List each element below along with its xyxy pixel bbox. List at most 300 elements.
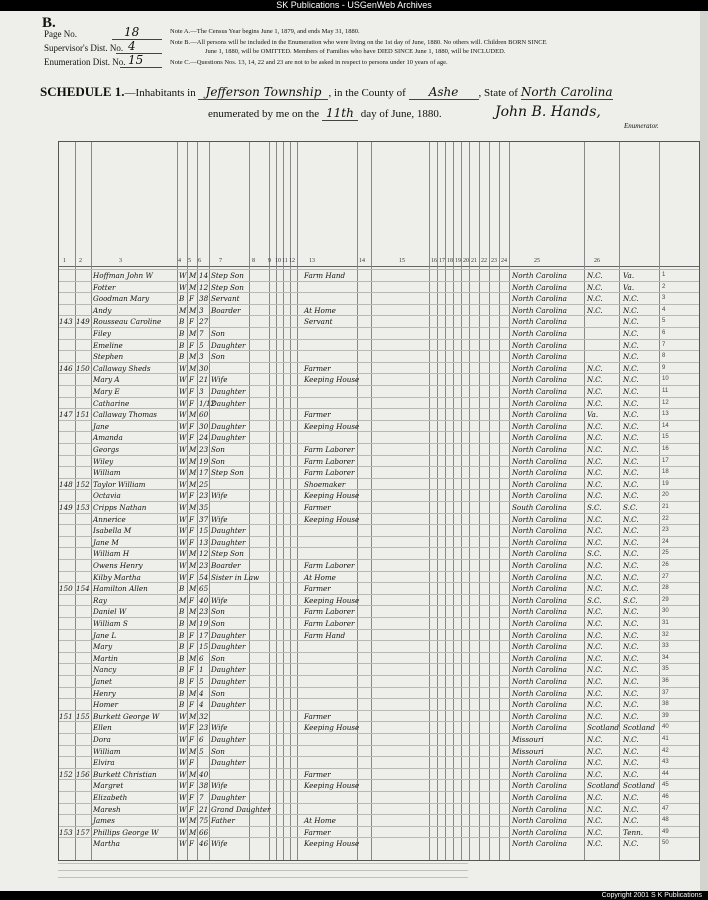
line-number: 14 <box>662 422 669 429</box>
sex: F <box>189 433 194 443</box>
birthplace: North Carolina <box>512 700 567 710</box>
occupation: Farmer <box>304 503 331 512</box>
relationship: Daughter <box>211 665 246 675</box>
sex: M <box>189 619 197 628</box>
mother-birthplace: N.C. <box>623 340 639 350</box>
mother-birthplace: N.C. <box>623 630 639 640</box>
age: 25 <box>199 479 209 489</box>
mother-birthplace: N.C. <box>623 735 639 744</box>
line-number: 22 <box>662 515 669 522</box>
mother-birthplace: N.C. <box>623 375 639 385</box>
note-b-cont: June 1, 1880, will be OMITTED. Members of Families who have DIED SINCE June 1, 1880, will be INCLUDED. <box>205 48 506 55</box>
relationship: Son <box>211 746 225 756</box>
relationship: Son <box>211 445 225 454</box>
age: 23 <box>199 445 209 454</box>
father-birthplace: S.C. <box>587 503 602 512</box>
sex: F <box>189 630 194 640</box>
adjacent-page-edge <box>700 11 708 891</box>
father-birthplace: N.C. <box>587 584 603 594</box>
sex: F <box>189 387 194 396</box>
person-name: Elvira <box>93 758 115 768</box>
line-number: 42 <box>662 747 669 754</box>
age: 23 <box>199 491 209 501</box>
county-value: Ashe <box>409 85 479 100</box>
line-number: 4 <box>662 306 666 313</box>
color: W <box>179 503 187 512</box>
birthplace: North Carolina <box>512 363 567 373</box>
father-birthplace: N.C. <box>587 677 603 686</box>
mother-birthplace: N.C. <box>623 642 639 652</box>
color: W <box>179 363 187 373</box>
age: 75 <box>199 816 209 826</box>
father-birthplace: N.C. <box>587 387 603 396</box>
birthplace: North Carolina <box>512 491 567 501</box>
person-name: James <box>93 816 115 826</box>
sex: M <box>189 410 197 420</box>
sex: M <box>189 456 197 466</box>
column-number: 20 <box>463 258 469 264</box>
birthplace: North Carolina <box>512 317 567 327</box>
person-name: Maresh <box>93 804 121 814</box>
sex: M <box>189 503 197 512</box>
birthplace: North Carolina <box>512 584 567 594</box>
father-birthplace: Scotland <box>587 781 619 791</box>
dwelling-number: 149 <box>59 503 73 512</box>
column-number: 23 <box>491 258 497 264</box>
schedule-line <box>40 84 613 100</box>
birthplace: North Carolina <box>512 352 567 362</box>
father-birthplace: Scotland <box>587 723 619 733</box>
color: M <box>179 595 187 605</box>
color: B <box>179 688 185 698</box>
line-number: 25 <box>662 550 669 557</box>
birthplace: North Carolina <box>512 526 567 536</box>
color: W <box>179 282 187 292</box>
father-birthplace: N.C. <box>587 572 603 582</box>
line-number: 33 <box>662 643 669 650</box>
sex: F <box>189 491 194 501</box>
line-number: 8 <box>662 353 666 360</box>
relationship: Wife <box>211 723 228 733</box>
color: W <box>179 561 187 570</box>
birthplace: North Carolina <box>512 375 567 385</box>
relationship: Daughter <box>211 537 246 547</box>
color: W <box>179 758 187 768</box>
mother-birthplace: N.C. <box>623 793 639 802</box>
sex: F <box>189 421 194 431</box>
column-number: 5 <box>188 258 191 264</box>
relationship: Wife <box>211 375 228 385</box>
mother-birthplace: N.C. <box>623 758 639 768</box>
sex: F <box>189 642 194 652</box>
color: W <box>179 526 187 536</box>
sex: M <box>189 468 197 478</box>
sex: F <box>189 700 194 710</box>
color: W <box>179 421 187 431</box>
father-birthplace: N.C. <box>587 607 603 617</box>
sex: F <box>189 526 194 536</box>
occupation: Farmer <box>304 363 331 373</box>
sex: F <box>189 804 194 814</box>
age: 12 <box>199 549 209 559</box>
person-name: Callaway Thomas <box>93 410 157 420</box>
color: W <box>179 839 187 849</box>
occupation: Keeping House <box>304 839 360 849</box>
occupation: Farm Laborer <box>304 607 355 617</box>
birthplace: North Carolina <box>512 781 567 791</box>
person-name: Henry <box>93 688 116 698</box>
dwelling-number: 147 <box>59 410 73 420</box>
color: B <box>179 619 185 628</box>
person-name: Nancy <box>93 665 117 675</box>
birthplace: North Carolina <box>512 537 567 547</box>
sex: F <box>189 595 194 605</box>
sex: M <box>189 561 197 570</box>
line-number: 6 <box>662 330 666 336</box>
dwelling-number: 148 <box>59 479 73 489</box>
column-number: 21 <box>471 258 477 264</box>
color: W <box>179 746 187 756</box>
birthplace: North Carolina <box>512 642 567 652</box>
sex: M <box>189 711 197 721</box>
mother-birthplace: N.C. <box>623 456 639 466</box>
column-number: 26 <box>594 258 600 264</box>
father-birthplace: N.C. <box>587 421 603 431</box>
person-name: Owens Henry <box>93 561 143 570</box>
person-name: Mary A <box>93 375 120 385</box>
father-birthplace: N.C. <box>587 514 603 524</box>
mother-birthplace: N.C. <box>623 352 639 362</box>
relationship: Father <box>211 816 235 826</box>
note-a: Note A.—The Census Year begins June 1, 1879, and ends May 31, 1880. <box>170 28 360 35</box>
age: 14 <box>199 271 209 280</box>
sex: M <box>189 653 197 663</box>
birthplace: North Carolina <box>512 816 567 826</box>
sex: F <box>189 735 194 744</box>
birthplace: North Carolina <box>512 549 567 559</box>
father-birthplace: N.C. <box>587 804 603 814</box>
relationship: Daughter <box>211 642 246 652</box>
age: 30 <box>199 421 209 431</box>
person-name: Fotter <box>93 282 116 292</box>
birthplace: North Carolina <box>512 468 567 478</box>
relationship: Boarder <box>211 305 241 315</box>
father-birthplace: N.C. <box>587 445 603 454</box>
schedule-label: SCHEDULE 1. <box>40 84 125 99</box>
occupation: Farm Laborer <box>304 468 355 478</box>
mother-birthplace: N.C. <box>623 387 639 396</box>
color: W <box>179 816 187 826</box>
age: 7 <box>199 793 204 802</box>
person-name: Dora <box>93 735 111 744</box>
birthplace: North Carolina <box>512 677 567 686</box>
relationship: Daughter <box>211 340 246 350</box>
relationship: Son <box>211 619 225 628</box>
father-birthplace: N.C. <box>587 491 603 501</box>
sex: M <box>189 445 197 454</box>
mother-birthplace: N.C. <box>623 549 639 559</box>
enumeration-dist-label: Enumeration Dist. No. <box>44 57 126 67</box>
sex: F <box>189 294 194 304</box>
page-letter: B. <box>42 15 56 31</box>
sex: M <box>189 282 197 292</box>
person-name: Burkett George W <box>93 711 160 721</box>
color: W <box>179 769 187 779</box>
father-birthplace: S.C. <box>587 595 602 605</box>
mother-birthplace: N.C. <box>623 804 639 814</box>
color: B <box>179 352 185 362</box>
color: W <box>179 375 187 385</box>
person-name: Martin <box>93 653 118 663</box>
father-birthplace: N.C. <box>587 561 603 570</box>
mother-birthplace: Scotland <box>623 781 655 791</box>
birthplace: North Carolina <box>512 329 567 338</box>
age: 4 <box>199 688 204 698</box>
sex: F <box>189 781 194 791</box>
age: 15 <box>199 526 209 536</box>
birthplace: North Carolina <box>512 688 567 698</box>
person-name: Hoffman John W <box>93 271 153 280</box>
page-no-value: 18 <box>124 25 140 39</box>
enumerator-signature: John B. Hands, <box>495 104 601 120</box>
state-value: North Carolina <box>520 85 613 99</box>
mother-birthplace: N.C. <box>623 711 639 721</box>
note-b: Note B.—All persons will be included in the Enumeration who were living on the 1st day of June, 1880. No others will. Children BORN SINCE <box>170 39 547 46</box>
note-c: Note C.—Questions Nos. 13, 14, 22 and 23 are not to be asked in respect to persons under 10 years of age. <box>170 59 448 66</box>
age: 24 <box>199 433 209 443</box>
age: 54 <box>199 572 209 582</box>
family-number: 150 <box>76 363 90 373</box>
sex: F <box>189 839 194 849</box>
occupation: Keeping House <box>304 375 360 385</box>
mother-birthplace: N.C. <box>623 769 639 779</box>
family-number: 153 <box>76 503 90 512</box>
column-number: 10 <box>275 258 281 264</box>
relationship: Wife <box>211 491 228 501</box>
person-name: William <box>93 468 121 478</box>
father-birthplace: N.C. <box>587 839 603 849</box>
line-number: 5 <box>662 318 666 325</box>
occupation: Farm Laborer <box>304 619 355 628</box>
color: B <box>179 584 185 594</box>
sex: M <box>189 549 197 559</box>
inhabitants-label: —Inhabitants in <box>124 87 196 99</box>
birthplace: North Carolina <box>512 340 567 350</box>
mother-birthplace: N.C. <box>623 537 639 547</box>
color: B <box>179 317 185 327</box>
census-table <box>58 141 700 861</box>
line-number: 18 <box>662 469 669 476</box>
township-value: Jefferson Township <box>198 85 328 100</box>
occupation: Farm Laborer <box>304 561 355 570</box>
age: 19 <box>199 456 209 466</box>
occupation: Farmer <box>304 410 331 420</box>
relationship: Grand Daughter <box>211 804 271 814</box>
birthplace: North Carolina <box>512 653 567 663</box>
line-number: 16 <box>662 446 669 452</box>
occupation: Keeping House <box>304 421 360 431</box>
mother-birthplace: N.C. <box>623 607 639 617</box>
line-number: 30 <box>662 608 669 615</box>
person-name: Janet <box>93 677 112 686</box>
person-name: Andy <box>93 305 112 315</box>
birthplace: North Carolina <box>512 711 567 721</box>
birthplace: North Carolina <box>512 619 567 628</box>
age: 6 <box>199 653 204 663</box>
sex: M <box>189 688 197 698</box>
father-birthplace: N.C. <box>587 468 603 478</box>
color: W <box>179 456 187 466</box>
relationship: Daughter <box>211 526 246 536</box>
birthplace: North Carolina <box>512 294 567 304</box>
person-name: Ellen <box>93 723 112 733</box>
family-number: 149 <box>76 317 90 327</box>
father-birthplace: N.C. <box>587 630 603 640</box>
relationship: Wife <box>211 514 228 524</box>
color: B <box>179 630 185 640</box>
person-name: Jane M <box>93 537 119 547</box>
color: W <box>179 491 187 501</box>
birthplace: North Carolina <box>512 572 567 582</box>
person-name: Filey <box>93 329 111 338</box>
person-name: Isabella M <box>93 526 132 536</box>
color: B <box>179 665 185 675</box>
person-name: Homer <box>93 700 119 710</box>
family-number: 152 <box>76 479 90 489</box>
sex: M <box>189 271 197 280</box>
color: W <box>179 479 187 489</box>
relationship: Wife <box>211 839 228 849</box>
dwelling-number: 143 <box>59 317 73 327</box>
birthplace: North Carolina <box>512 769 567 779</box>
person-name: Catharine <box>93 398 130 408</box>
father-birthplace: N.C. <box>587 769 603 779</box>
birthplace: North Carolina <box>512 305 567 315</box>
column-number: 22 <box>481 258 487 264</box>
person-name: Amanda <box>93 433 123 443</box>
column-number: 13 <box>309 258 315 264</box>
color: W <box>179 781 187 791</box>
birthplace: South Carolina <box>512 503 567 512</box>
father-birthplace: N.C. <box>587 746 603 756</box>
mother-birthplace: N.C. <box>623 619 639 628</box>
color: W <box>179 827 187 837</box>
mother-birthplace: N.C. <box>623 398 639 408</box>
age: 27 <box>199 317 209 327</box>
birthplace: North Carolina <box>512 514 567 524</box>
column-number: 24 <box>501 258 507 264</box>
mother-birthplace: N.C. <box>623 305 639 315</box>
line-number: 27 <box>662 573 669 580</box>
age: 1 <box>199 665 204 675</box>
occupation: Servant <box>304 317 333 327</box>
line-number: 36 <box>662 678 669 684</box>
sex: F <box>189 572 194 582</box>
column-number: 14 <box>359 258 365 264</box>
line-number: 3 <box>662 295 666 302</box>
line-number: 17 <box>662 457 669 464</box>
color: W <box>179 468 187 478</box>
person-name: Margret <box>93 781 124 791</box>
sex: M <box>189 329 197 338</box>
color: W <box>179 398 187 408</box>
age: 65 <box>199 584 209 594</box>
age: 23 <box>199 607 209 617</box>
person-name: Callaway Sheds <box>93 363 151 373</box>
sex: F <box>189 340 194 350</box>
mother-birthplace: N.C. <box>623 433 639 443</box>
person-name: Martha <box>93 839 120 849</box>
birthplace: North Carolina <box>512 410 567 420</box>
archive-banner: SK Publications - USGenWeb Archives <box>0 0 708 11</box>
person-name: Goodman Mary <box>93 294 150 304</box>
age: 46 <box>199 839 209 849</box>
line-number: 46 <box>662 794 669 800</box>
sex: M <box>189 584 197 594</box>
relationship: Daughter <box>211 387 246 396</box>
birthplace: North Carolina <box>512 630 567 640</box>
birthplace: North Carolina <box>512 479 567 489</box>
mother-birthplace: N.C. <box>623 526 639 536</box>
supervisor-dist-value: 4 <box>128 39 136 53</box>
line-number: 43 <box>662 759 669 766</box>
relationship: Son <box>211 352 225 362</box>
father-birthplace: N.C. <box>587 456 603 466</box>
birthplace: Missouri <box>512 746 544 756</box>
age: 5 <box>199 677 204 686</box>
mother-birthplace: N.C. <box>623 839 639 849</box>
color: W <box>179 572 187 582</box>
person-name: Wiley <box>93 456 114 466</box>
birthplace: North Carolina <box>512 607 567 617</box>
column-number: 17 <box>439 258 445 264</box>
relationship: Daughter <box>211 421 246 431</box>
color: W <box>179 711 187 721</box>
column-number: 6 <box>198 258 201 264</box>
person-name: Burkett Christian <box>93 769 157 779</box>
father-birthplace: N.C. <box>587 479 603 489</box>
line-number: 47 <box>662 805 669 812</box>
family-number: 156 <box>76 769 90 779</box>
occupation: Keeping House <box>304 723 360 733</box>
person-name: Kilby Martha <box>93 572 141 582</box>
color: W <box>179 445 187 454</box>
mother-birthplace: N.C. <box>623 816 639 826</box>
occupation: Farm Hand <box>304 630 346 640</box>
birthplace: North Carolina <box>512 758 567 768</box>
age: 3 <box>199 352 204 362</box>
occupation: Farmer <box>304 711 331 721</box>
age: 5 <box>199 746 204 756</box>
relationship: Daughter <box>211 758 246 768</box>
line-number: 15 <box>662 434 669 441</box>
person-name: Ray <box>93 595 107 605</box>
enumeration-dist-value: 15 <box>128 53 144 67</box>
person-name: Jane <box>93 421 110 431</box>
color: W <box>179 537 187 547</box>
family-number: 157 <box>76 827 90 837</box>
color: B <box>179 329 185 338</box>
line-number: 7 <box>662 341 666 348</box>
enumeration-date-line <box>208 106 442 121</box>
relationship: Daughter <box>211 735 246 744</box>
mother-birthplace: N.C. <box>623 665 639 675</box>
person-name: Georgs <box>93 445 120 454</box>
birthplace: North Carolina <box>512 398 567 408</box>
line-number: 37 <box>662 689 669 696</box>
dwelling-number: 151 <box>59 711 73 721</box>
enumerator-label: Enumerator. <box>624 122 659 130</box>
